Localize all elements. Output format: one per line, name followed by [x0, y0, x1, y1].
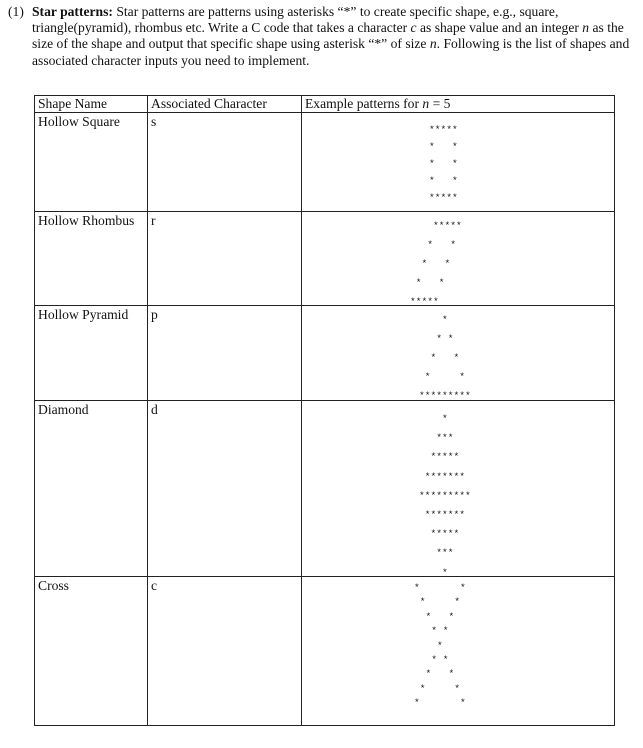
question-heading: Star patterns: [32, 4, 113, 19]
char-cell: p [148, 306, 302, 401]
cross-pattern: * * * * * * * * * * * * * * * * * [414, 582, 466, 709]
table-row [35, 113, 615, 212]
table-header-row [35, 96, 615, 113]
intro-text-4: . Following is the list of shapes and associated character inputs you need to implement. [32, 36, 630, 68]
header-example-patterns [302, 96, 615, 113]
var-n-2: n [429, 36, 437, 52]
question-number: (1) [8, 4, 24, 19]
shape-name-cell: Hollow Rhombus [35, 212, 148, 306]
table-row [35, 306, 615, 401]
pattern-cell [302, 577, 615, 726]
hollow-rhombus-pattern: ***** * * * * * * ***** [410, 220, 462, 307]
question-intro [8, 4, 633, 69]
pattern-cell [302, 401, 615, 577]
hollow-square-pattern: ***** * * * * * * ***** [429, 124, 458, 203]
table-row [35, 401, 615, 577]
shape-table [34, 95, 615, 726]
question-text [32, 4, 633, 69]
pattern-cell [302, 306, 615, 401]
pattern-cell [302, 113, 615, 212]
header-associated-character: Associated Character [148, 96, 302, 113]
intro-text-3: as the size of the shape and output that specific shape using asterisk “*” of size [32, 20, 624, 52]
var-c: c [410, 20, 417, 36]
var-n: n [582, 20, 590, 36]
intro-text-1: Star patterns are patterns using asterisks “*” to create specific shape, e.g., square, triangle(pyramid), rhombus etc. Write a C code that takes a character [32, 4, 559, 36]
header-example-var: n [422, 96, 430, 111]
header-shape-name: Shape Name [35, 96, 148, 113]
shape-name-cell: Cross [35, 577, 148, 726]
pattern-cell [302, 212, 615, 306]
char-cell: s [148, 113, 302, 212]
shape-name-cell: Hollow Square [35, 113, 148, 212]
hollow-pyramid-pattern: * * * * * * * ********* [419, 314, 471, 401]
char-cell: d [148, 401, 302, 577]
table-row [35, 577, 615, 726]
shape-name-cell: Diamond [35, 401, 148, 577]
header-example-prefix: Example patterns for [305, 96, 423, 111]
table-row [35, 212, 615, 306]
header-example-suffix: = 5 [429, 96, 451, 111]
shape-name-cell: Hollow Pyramid [35, 306, 148, 401]
diamond-pattern: * *** ***** ******* ********* ******* ***** *** * [419, 413, 471, 578]
intro-text-2: as shape value and an integer [416, 20, 583, 36]
char-cell: c [148, 577, 302, 726]
char-cell: r [148, 212, 302, 306]
